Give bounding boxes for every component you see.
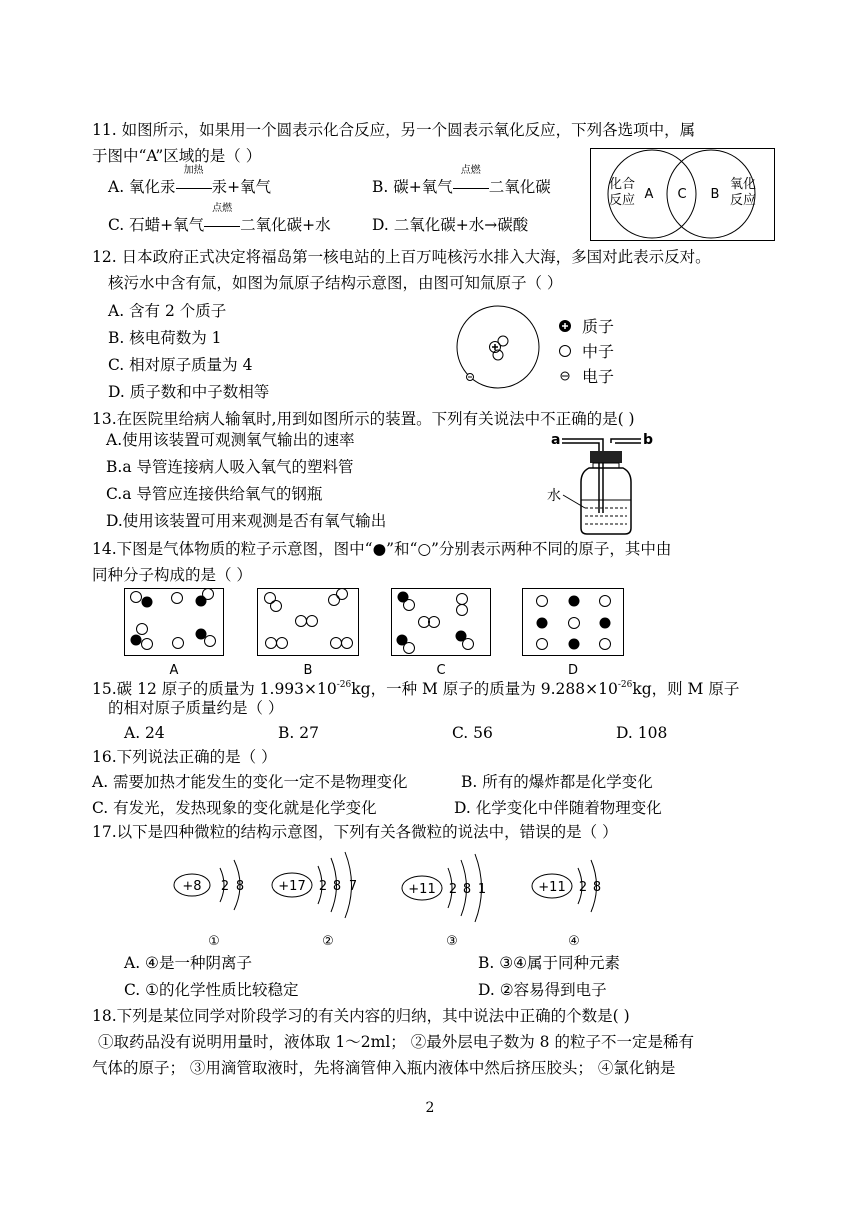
q16-option-b: B. 所有的爆炸都是化学变化 — [461, 773, 653, 791]
particle-structure-4 — [530, 850, 620, 950]
venn-diagram — [590, 148, 775, 241]
q11-option-a: A. 氧化汞 加热 汞+氧气 — [108, 165, 272, 196]
shell-electrons: 2 — [318, 879, 328, 894]
shell-electrons: 7 — [348, 879, 358, 894]
tube-b-label: b — [643, 432, 654, 448]
shell-electrons: 1 — [477, 882, 487, 897]
particle-label: ③ — [446, 934, 458, 949]
particle-box-label: B — [303, 663, 313, 678]
q12-option-a: A. 含有 2 个质子 — [108, 302, 227, 320]
shell-electrons: 8 — [332, 879, 342, 894]
q16-option-d: D. 化学变化中伴随着物理变化 — [454, 799, 662, 817]
q12-stem-line2: 核污水中含有氚，如图为氚原子结构示意图，由图可知氚原子（ ） — [108, 274, 563, 292]
legend-neutron-icon — [560, 346, 571, 357]
q12-stem-line1: 12. 日本政府正式决定将福岛第一核电站的上百万吨核污水排入大海，多国对此表示反对。 — [92, 248, 711, 266]
water-label: 水 — [547, 488, 561, 504]
q17-stem: 17.以下是四种微粒的结构示意图，下列有关各微粒的说法中，错误的是（ ） — [92, 823, 618, 841]
venn-left-label-1: 化合 — [608, 177, 636, 192]
venn-region-a: A — [644, 187, 654, 202]
q15-option-b: B. 27 — [278, 724, 319, 742]
venn-left-label-2: 反应 — [608, 193, 636, 208]
venn-region-c: C — [677, 187, 687, 202]
q18-line3: 气体的原子； ③用滴管取液时，先将滴管伸入瓶内液体中然后挤压胶头； ④氯化钠是 — [92, 1059, 676, 1077]
legend-neutron-label: 中子 — [582, 342, 615, 361]
shell-electrons: 2 — [578, 880, 588, 895]
q12-option-b: B. 核电荷数为 1 — [108, 329, 222, 347]
page-number: 2 — [425, 1100, 435, 1116]
nucleus-charge: +11 — [538, 880, 566, 895]
particle-box-a — [124, 588, 224, 678]
nucleus-charge: +17 — [278, 879, 306, 894]
shell-electrons: 8 — [462, 882, 472, 897]
particle-label: ④ — [568, 934, 580, 949]
particle-box-label: C — [436, 663, 446, 678]
particle-box-c — [391, 588, 491, 678]
shell-electrons: 2 — [220, 879, 230, 894]
q17-option-a: A. ④是一种阴离子 — [124, 954, 252, 972]
q15-option-c: C. 56 — [452, 724, 493, 742]
neutron-icon — [498, 336, 508, 346]
q17-option-d: D. ②容易得到电子 — [478, 981, 607, 999]
q15-option-d: D. 108 — [616, 724, 668, 742]
particle-structure-1 — [170, 850, 260, 950]
shell-electrons: 8 — [592, 880, 602, 895]
q16-option-c: C. 有发光，发热现象的变化就是化学变化 — [92, 799, 377, 817]
q11-option-c: C. 石蜡+氧气 点燃 二氧化碳+水 — [108, 203, 331, 234]
venn-region-b: B — [710, 187, 720, 202]
particle-box-label: D — [567, 663, 579, 678]
particle-box-b — [257, 588, 359, 678]
q15-stem-line1: 15.碳 12 原子的质量为 $1.993\times 10^{-26}kg$，一种 M 原子的质量为 $9.288\times 10^{-26}kg$，则 M 原子 — [92, 680, 740, 698]
legend-electron-label: 电子 — [582, 367, 615, 386]
q13-option-b: B.a 导管连接病人吸入氧气的塑料管 — [106, 458, 354, 476]
venn-right-label-1: 氧化 — [729, 177, 757, 192]
q13-option-a: A.使用该装置可观测氧气输出的速率 — [106, 431, 355, 449]
legend-proton-label: 质子 — [582, 317, 615, 336]
shell-electrons: 8 — [235, 879, 245, 894]
shell-electrons: 2 — [448, 882, 458, 897]
q15-option-a: A. 24 — [124, 724, 165, 742]
particle-label: ① — [208, 934, 220, 949]
q12-option-c: C. 相对原子质量为 4 — [108, 356, 253, 374]
q11-option-d: D. 二氧化碳+水→碳酸 — [372, 216, 529, 234]
q17-option-b: B. ③④属于同种元素 — [478, 954, 621, 972]
particle-box-label: A — [169, 663, 179, 678]
venn-right-label-2: 反应 — [729, 193, 757, 208]
particle-structure-3 — [400, 850, 500, 950]
tritium-atom-diagram — [452, 303, 632, 393]
q13-stem: 13.在医院里给病人输氧时,用到如图所示的装置。下列有关说法中不正确的是( ) — [92, 410, 635, 428]
q18-stem: 18.下列是某位同学对阶段学习的有关内容的归纳，其中说法中正确的个数是( ) — [92, 1007, 630, 1025]
q14-stem-line1: 14.下图是气体物质的粒子示意图，图中“●”和“○”分别表示两种不同的原子，其中由 — [92, 540, 672, 558]
tube-a-label: a — [551, 432, 561, 448]
q13-option-d: D.使用该装置可用来观测是否有氧气输出 — [106, 512, 387, 530]
q11-stem-line1: 11. 如图所示，如果用一个圆表示化合反应，另一个圆表示氧化反应，下列各选项中，属 — [92, 121, 696, 139]
q14-stem-line2: 同种分子构成的是（ ） — [92, 566, 252, 584]
q12-option-d: D. 质子数和中子数相等 — [108, 383, 270, 401]
nucleus-charge: +11 — [408, 882, 436, 897]
q11-stem-line2: 于图中“A”区域的是（ ） — [92, 147, 262, 165]
nucleus-charge: +8 — [182, 879, 202, 894]
particle-structure-2 — [268, 850, 368, 950]
q17-option-c: C. ①的化学性质比较稳定 — [124, 981, 299, 999]
particle-box-d — [522, 588, 624, 678]
q13-option-c: C.a 导管应连接供给氧气的钢瓶 — [106, 485, 323, 503]
q15-stem-line2: 的相对原子质量约是（ ） — [108, 699, 284, 717]
q16-option-a: A. 需要加热才能发生的变化一定不是物理变化 — [92, 773, 408, 791]
q18-line2: ①取药品没有说明用量时，液体取 1～2ml； ②最外层电子数为 8 的粒子不一定是稀有 — [98, 1033, 694, 1051]
particle-label: ② — [322, 934, 334, 949]
q16-stem: 16.下列说法正确的是（ ） — [92, 748, 277, 766]
oxygen-humidifier-bottle — [545, 428, 665, 538]
q11-option-b: B. 碳+氧气 点燃 二氧化碳 — [372, 165, 551, 196]
